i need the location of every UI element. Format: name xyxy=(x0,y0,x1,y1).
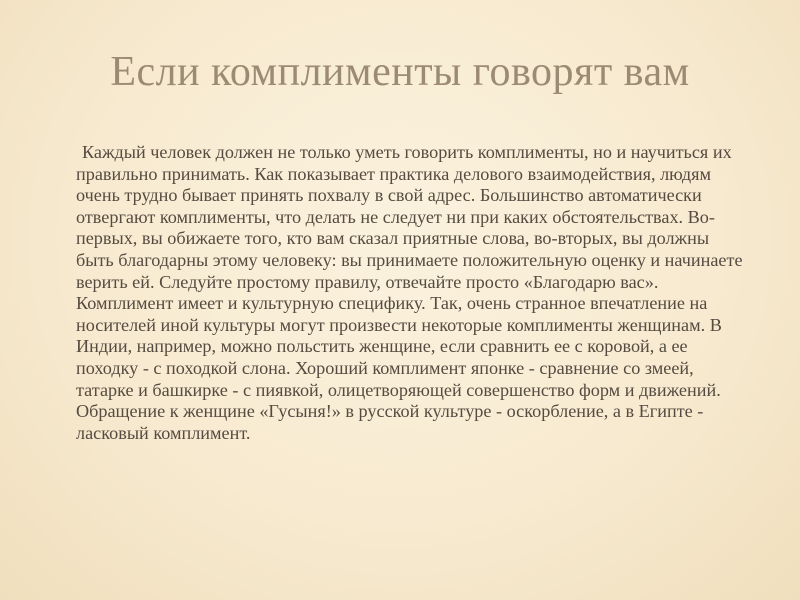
slide-body-text: Каждый человек должен не только уметь говорить комплименты, но и научиться их правильно принимать. Как показывает практика делового взаимодействия, людям очень трудно бывает принять похвалу в свой адрес. Большинство автоматически отвергают комплименты, что делать не следует ни при каких обстоятельствах. Во-первых, вы обижаете того, кто вам сказал приятные слова, во-вторых, вы должны быть благодарны этому человеку: вы принимаете положительную оценку и начинаете верить ей. Следуйте простому правилу, отвечайте просто «Благодарю вас». Комплимент имеет и культурную специфику. Так, очень странное впечатление на носителей иной культуры могут произвести некоторые комплименты женщинам. В Индии, например, можно польстить женщине, если сравнить ее с коровой, а ее походку - с походкой слона. Хороший комплимент японке - сравнение со змеей, татарке и башкирке - с пиявкой, олицетворяющей совершенство форм и движений. Обращение к женщине «Гусыня!» в русской культуре - оскорбление, а в Египте - ласковый комплимент. xyxy=(76,142,743,443)
slide-title: Если комплименты говорят вам xyxy=(110,49,690,95)
